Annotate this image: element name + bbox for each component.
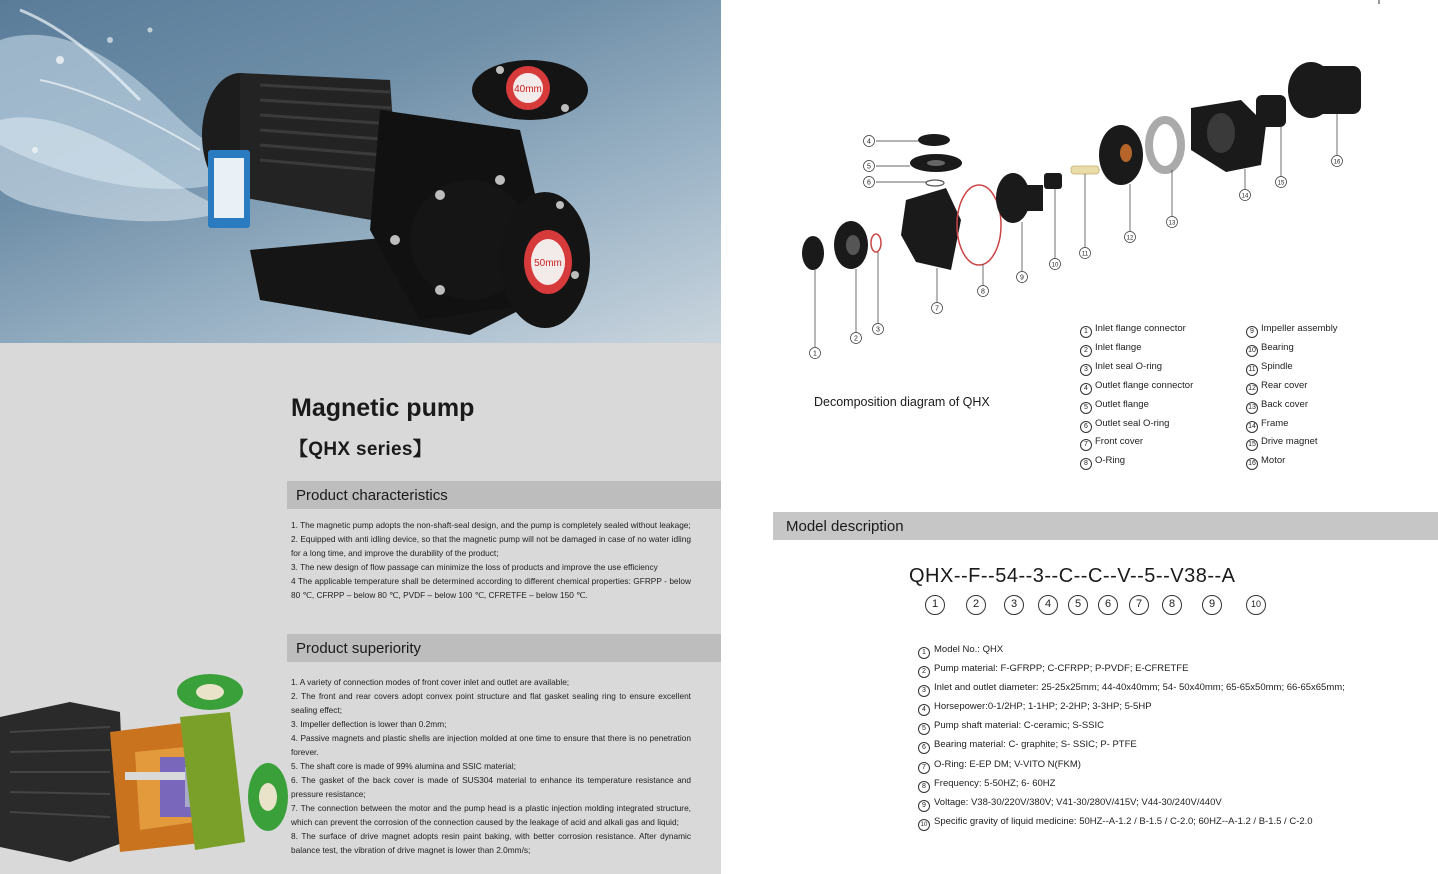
superiority-item: 1. A variety of connection modes of front cover inlet and outlet are available; bbox=[291, 677, 570, 687]
svg-text:14: 14 bbox=[1241, 193, 1249, 200]
legend-item bbox=[1080, 433, 1193, 452]
callout-11 bbox=[1080, 248, 1091, 259]
superiority-item: 3. Impeller deflection is lower than 0.2mm; bbox=[291, 719, 447, 729]
spec-text: Inlet and outlet diameter: 25-25x25mm; 44-40x40mm; 54- 50x40mm; 65-65x50mm; 66-65x65mm; bbox=[934, 682, 1345, 694]
legend-number: 2 bbox=[1080, 345, 1092, 357]
legend-number: 14 bbox=[1246, 421, 1258, 433]
spec-item bbox=[918, 659, 1345, 678]
svg-text:9: 9 bbox=[1020, 274, 1024, 282]
callout-3 bbox=[873, 324, 884, 335]
product-characteristics-list bbox=[291, 518, 691, 602]
spec-item bbox=[918, 812, 1345, 831]
legend-item bbox=[1246, 339, 1338, 358]
superiority-item: 5. The shaft core is made of 99% alumina and SSIC material; bbox=[291, 761, 516, 771]
section-heading: Product characteristics bbox=[296, 487, 448, 504]
legend-item bbox=[1080, 320, 1193, 339]
spec-number: 5 bbox=[918, 723, 930, 735]
superiority-item: 6. The gasket of the back cover is made of SUS304 material to enhance its temperature resistance and pressure resistance; bbox=[291, 775, 691, 799]
spec-item bbox=[918, 697, 1345, 716]
part-bearing bbox=[1044, 173, 1062, 189]
part-inlet-flange-connector bbox=[802, 236, 824, 270]
legend-number: 11 bbox=[1246, 364, 1258, 376]
callout-1 bbox=[810, 348, 821, 359]
part-back-cover bbox=[1149, 120, 1181, 170]
legend-item bbox=[1246, 320, 1338, 339]
svg-text:2: 2 bbox=[854, 335, 858, 343]
spec-item bbox=[918, 678, 1345, 697]
cutaway-render-image bbox=[0, 672, 290, 874]
legend-item bbox=[1080, 396, 1193, 415]
legend-label: Inlet seal O-ring bbox=[1095, 360, 1163, 372]
superiority-item: 2. The front and rear covers adopt convex point structure and flat gasket sealing ring to ensure excellent sealing effect; bbox=[291, 691, 691, 715]
legend-item bbox=[1246, 452, 1338, 471]
inlet-flange-label: 50mm bbox=[534, 258, 562, 269]
legend-label: Front cover bbox=[1095, 436, 1144, 448]
spec-number: 10 bbox=[918, 819, 930, 831]
legend-label: Motor bbox=[1261, 455, 1286, 467]
legend-number: 10 bbox=[1246, 345, 1258, 357]
spec-item bbox=[918, 735, 1345, 754]
svg-text:3: 3 bbox=[876, 326, 880, 334]
legend-number: 8 bbox=[1080, 458, 1092, 470]
code-number: 9 bbox=[1202, 595, 1222, 615]
part-outlet-o-ring bbox=[926, 180, 944, 186]
legend-label: Rear cover bbox=[1261, 379, 1308, 391]
superiority-item: 4. Passive magnets and plastic shells are injection molded at one time to ensure that there is no penetration forever. bbox=[291, 733, 691, 757]
svg-text:10: 10 bbox=[1051, 262, 1059, 269]
spec-text: Voltage: V38-30/220V/380V; V41-30/280V/415V; V44-30/240V/440V bbox=[934, 796, 1222, 808]
spec-number: 6 bbox=[918, 742, 930, 754]
legend-label: Impeller assembly bbox=[1261, 323, 1338, 334]
legend-label: Outlet seal O-ring bbox=[1095, 417, 1170, 429]
callout-16 bbox=[1332, 156, 1343, 167]
legend-label: Inlet flange bbox=[1095, 341, 1142, 353]
page-subtitle: 【QHX series】 bbox=[289, 439, 432, 460]
svg-text:5: 5 bbox=[867, 163, 871, 171]
spec-item bbox=[918, 755, 1345, 774]
legend-item bbox=[1080, 358, 1193, 377]
legend-item bbox=[1080, 339, 1193, 358]
callout-9 bbox=[1017, 272, 1028, 283]
code-number: 8 bbox=[1162, 595, 1182, 615]
svg-text:6: 6 bbox=[867, 179, 871, 187]
legend-label: Spindle bbox=[1261, 360, 1293, 372]
characteristic-item: 4 The applicable temperature shall be determined according to different chemical properties: GFRPP - below 80 ℃, CFRPP – below 80 ℃, PVDF – below 100 ℃, CFRETFE – below 150 ℃. bbox=[291, 576, 691, 600]
spec-item bbox=[918, 716, 1345, 735]
spec-number: 7 bbox=[918, 762, 930, 774]
svg-text:16: 16 bbox=[1333, 159, 1341, 166]
callout-15 bbox=[1276, 177, 1287, 188]
parts-legend-column-1 bbox=[1080, 320, 1193, 471]
section-heading: Product superiority bbox=[296, 640, 422, 657]
legend-number: 4 bbox=[1080, 383, 1092, 395]
svg-text:11: 11 bbox=[1081, 251, 1089, 258]
characteristic-item: 3. The new design of flow passage can minimize the loss of products and improve the use efficiency bbox=[291, 562, 658, 572]
legend-number: 3 bbox=[1080, 364, 1092, 376]
callout-10 bbox=[1050, 259, 1061, 270]
legend-number: 1 bbox=[1080, 326, 1092, 338]
spec-text: Horsepower:0-1/2HP; 1-1HP; 2-2HP; 3-3HP; 5-5HP bbox=[934, 701, 1152, 713]
spec-text: Frequency: 5-50HZ; 6- 60HZ bbox=[934, 777, 1056, 789]
right-page bbox=[721, 0, 1438, 874]
spec-number: 1 bbox=[918, 647, 930, 659]
callout-2 bbox=[851, 333, 862, 344]
callout-6 bbox=[864, 177, 875, 188]
spec-number: 4 bbox=[918, 704, 930, 716]
callout-4 bbox=[864, 136, 875, 147]
legend-item bbox=[1246, 377, 1338, 396]
spec-item bbox=[918, 793, 1345, 812]
legend-item bbox=[1246, 396, 1338, 415]
part-inlet-o-ring bbox=[871, 234, 881, 252]
callout-12 bbox=[1125, 232, 1136, 243]
legend-number: 12 bbox=[1246, 383, 1258, 395]
legend-number: 6 bbox=[1080, 421, 1092, 433]
code-number: 6 bbox=[1098, 595, 1118, 615]
model-code: QHX--F--54--3--C--C--V--5--V38--A bbox=[909, 565, 1236, 587]
legend-item bbox=[1080, 452, 1193, 471]
parts-legend-column-2 bbox=[1246, 320, 1338, 471]
part-outlet-flange-connector bbox=[918, 134, 950, 146]
product-superiority-list bbox=[291, 675, 691, 857]
superiority-item: 7. The connection between the motor and the pump head is a plastic injection molding integrated structure, which can prevent the corrosion of the connection caused by the leakage of acid and alkali gas and liquid; bbox=[291, 803, 691, 827]
code-number: 4 bbox=[1038, 595, 1058, 615]
legend-number: 5 bbox=[1080, 402, 1092, 414]
svg-text:4: 4 bbox=[867, 138, 871, 146]
legend-label: Frame bbox=[1261, 417, 1289, 429]
callout-13 bbox=[1167, 217, 1178, 228]
page-title: Magnetic pump bbox=[291, 394, 475, 422]
section-heading: Model description bbox=[786, 518, 904, 535]
characteristic-item: 2. Equipped with anti idling device, so that the magnetic pump will not be damaged in case of no water idling for a long time, and improve the durability of the product; bbox=[291, 534, 691, 558]
pump-product-image bbox=[0, 0, 721, 343]
svg-text:1: 1 bbox=[813, 350, 817, 358]
part-front-cover bbox=[901, 188, 961, 270]
code-number: 3 bbox=[1004, 595, 1024, 615]
spec-text: Pump material: F-GFRPP; C-CFRPP; P-PVDF; E-CFRETFE bbox=[934, 663, 1189, 675]
legend-number: 16 bbox=[1246, 458, 1258, 470]
spec-text: O-Ring: E-EP DM; V-VITO N(FKM) bbox=[934, 758, 1081, 770]
spec-text: Bearing material: C- graphite; S- SSIC; P- PTFE bbox=[934, 739, 1137, 751]
legend-label: O-Ring bbox=[1095, 455, 1126, 467]
part-o-ring bbox=[957, 185, 1001, 265]
legend-label: Outlet flange bbox=[1095, 398, 1149, 410]
model-spec-list bbox=[918, 640, 1345, 831]
callout-8 bbox=[978, 286, 989, 297]
legend-label: Bearing bbox=[1261, 341, 1294, 353]
legend-label: Back cover bbox=[1261, 398, 1308, 410]
callout-5 bbox=[864, 161, 875, 172]
legend-number: 7 bbox=[1080, 439, 1092, 451]
svg-text:13: 13 bbox=[1168, 220, 1176, 227]
code-number: 1 bbox=[925, 595, 945, 615]
model-description-header bbox=[773, 512, 1438, 540]
diagram-caption: Decomposition diagram of QHX bbox=[814, 395, 990, 409]
characteristic-item: 1. The magnetic pump adopts the non-shaft-seal design, and the pump is completely sealed without leakage; bbox=[291, 520, 691, 530]
spec-item bbox=[918, 640, 1345, 659]
legend-label: Outlet flange connector bbox=[1095, 379, 1194, 391]
hero-photo bbox=[0, 0, 721, 343]
legend-item bbox=[1080, 377, 1193, 396]
callout-7 bbox=[932, 303, 943, 314]
legend-label: Inlet flange connector bbox=[1095, 323, 1186, 334]
code-number: 5 bbox=[1068, 595, 1088, 615]
spec-number: 2 bbox=[918, 666, 930, 678]
part-drive-magnet bbox=[1256, 95, 1286, 127]
legend-number: 15 bbox=[1246, 439, 1258, 451]
superiority-item: 8. The surface of drive magnet adopts resin paint baking, with better corrosion resistance. After dynamic balance test, the vibration of drive magnet is lower than 2.0mm/s; bbox=[291, 831, 691, 855]
spec-text: Specific gravity of liquid medicine: 50HZ--A-1.2 / B-1.5 / C-2.0; 60HZ--A-1.2 / B-1.5 / C-2.0 bbox=[934, 815, 1313, 827]
spec-item bbox=[918, 774, 1345, 793]
code-number: 10 bbox=[1246, 595, 1266, 615]
legend-item bbox=[1080, 415, 1193, 434]
product-characteristics-header bbox=[287, 481, 721, 509]
legend-item bbox=[1246, 415, 1338, 434]
spec-number: 9 bbox=[918, 800, 930, 812]
spec-number: 3 bbox=[918, 685, 930, 697]
svg-text:7: 7 bbox=[935, 305, 939, 313]
code-number: 7 bbox=[1129, 595, 1149, 615]
code-number: 2 bbox=[966, 595, 986, 615]
svg-text:12: 12 bbox=[1126, 235, 1134, 242]
svg-text:8: 8 bbox=[981, 288, 985, 296]
legend-item bbox=[1246, 433, 1338, 452]
product-superiority-header bbox=[287, 634, 721, 662]
legend-number: 9 bbox=[1246, 326, 1258, 338]
legend-label: Drive magnet bbox=[1261, 436, 1318, 448]
outlet-flange-label: 40mm bbox=[514, 84, 542, 95]
spec-text: Pump shaft material: C-ceramic; S-SSIC bbox=[934, 720, 1104, 732]
part-spindle bbox=[1071, 166, 1099, 174]
svg-text:15: 15 bbox=[1277, 180, 1285, 187]
legend-number: 13 bbox=[1246, 402, 1258, 414]
spec-number: 8 bbox=[918, 781, 930, 793]
callout-14 bbox=[1240, 190, 1251, 201]
legend-item bbox=[1246, 358, 1338, 377]
model-code-numbers bbox=[721, 595, 1438, 617]
spec-text: Model No.: QHX bbox=[934, 644, 1004, 655]
